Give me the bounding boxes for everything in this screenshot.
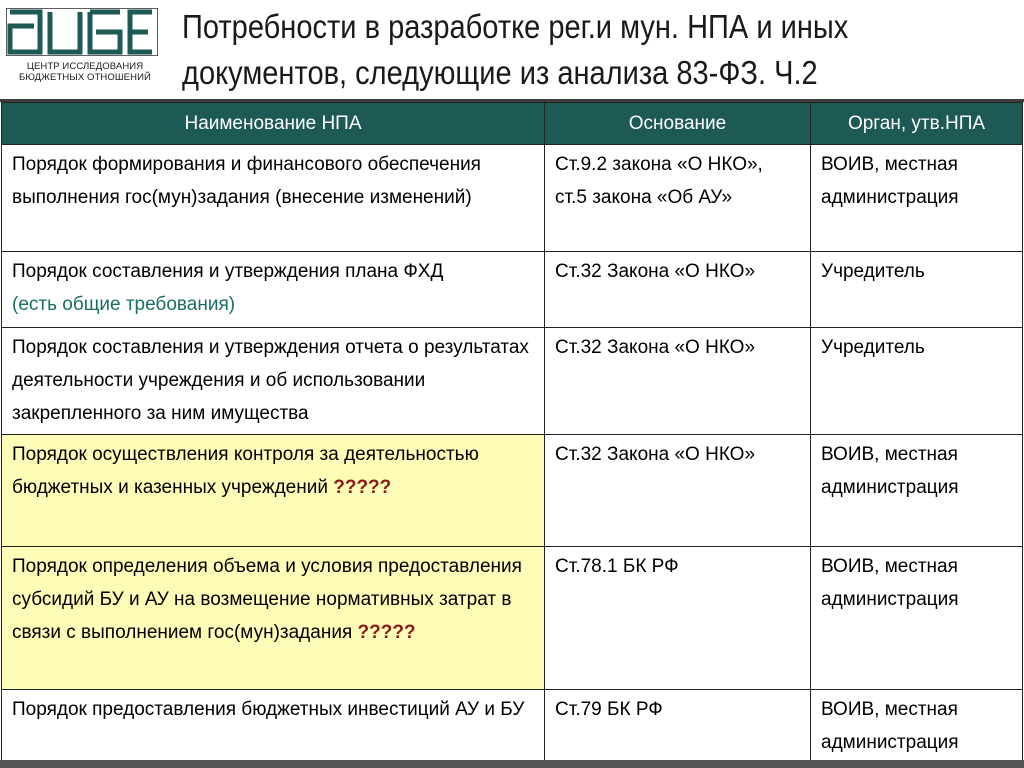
table-row xyxy=(2,252,1023,328)
cell-organ: ВОИВ, местная администрация xyxy=(811,435,1023,547)
cell-name xyxy=(2,328,545,435)
npa-name: Порядок осуществления контроля за деятельностью бюджетных и казенных учреждений xyxy=(12,444,479,498)
cell-name xyxy=(2,435,545,547)
bottom-bar xyxy=(0,760,1024,768)
cell-basis: Ст.79 БК РФ xyxy=(545,690,811,762)
header-organ: Орган, утв.НПА xyxy=(811,103,1023,145)
header-name: Наименование НПА xyxy=(2,103,545,145)
page-title xyxy=(182,4,912,96)
cell-name xyxy=(2,690,545,762)
question-marks: ????? xyxy=(357,622,416,643)
logo-caption-line1: ЦЕНТР ИССЛЕДОВАНИЯ xyxy=(26,61,144,72)
npa-name: Порядок формирования и финансового обеспечения выполнения гос(мун)задания (внесение изменений) xyxy=(12,154,481,208)
npa-table xyxy=(1,102,1023,762)
question-marks: ????? xyxy=(333,477,392,498)
table-row xyxy=(2,547,1023,690)
table-row xyxy=(2,328,1023,435)
npa-name: Порядок составления и утверждения плана ФХД xyxy=(12,261,444,282)
npa-name: Порядок определения объема и условия предоставления субсидий БУ и АУ на возмещение нормативных затрат в связи с выполнением гос(мун)задания xyxy=(12,556,522,643)
table-header-row xyxy=(2,103,1023,145)
table-row xyxy=(2,435,1023,547)
cell-organ: Учредитель xyxy=(811,252,1023,328)
npa-name: Порядок предоставления бюджетных инвестиций АУ и БУ xyxy=(12,699,525,720)
cell-name xyxy=(2,547,545,690)
cell-basis: Ст.32 Закона «О НКО» xyxy=(545,435,811,547)
cell-organ: ВОИВ, местная администрация xyxy=(811,145,1023,252)
cell-name xyxy=(2,145,545,252)
logo-caption-line2: БЮДЖЕТНЫХ ОТНОШЕНИЙ xyxy=(19,72,151,83)
cibo-logo-icon xyxy=(6,8,158,56)
npa-note: (есть общие требования) xyxy=(12,294,236,315)
table-row xyxy=(2,145,1023,252)
cell-organ: ВОИВ, местная администрация xyxy=(811,690,1023,762)
page-title-line1: Потребности в разработке рег.и мун. НПА и иных xyxy=(182,8,849,45)
page-title-line2: документов, следующие из анализа 83-ФЗ. Ч.2 xyxy=(182,54,818,91)
cell-basis: Ст.9.2 закона «О НКО», ст.5 закона «Об АУ» xyxy=(545,145,811,252)
header-basis: Основание xyxy=(545,103,811,145)
cell-basis: Ст.32 Закона «О НКО» xyxy=(545,252,811,328)
table-row xyxy=(2,690,1023,762)
cell-name xyxy=(2,252,545,328)
cell-basis: Ст.78.1 БК РФ xyxy=(545,547,811,690)
npa-name: Порядок составления и утверждения отчета о результатах деятельности учреждения и об использовании закрепленного за ним имущества xyxy=(12,337,529,424)
cell-basis: Ст.32 Закона «О НКО» xyxy=(545,328,811,435)
logo xyxy=(0,0,166,100)
cell-organ: ВОИВ, местная администрация xyxy=(811,547,1023,690)
cell-organ: Учредитель xyxy=(811,328,1023,435)
